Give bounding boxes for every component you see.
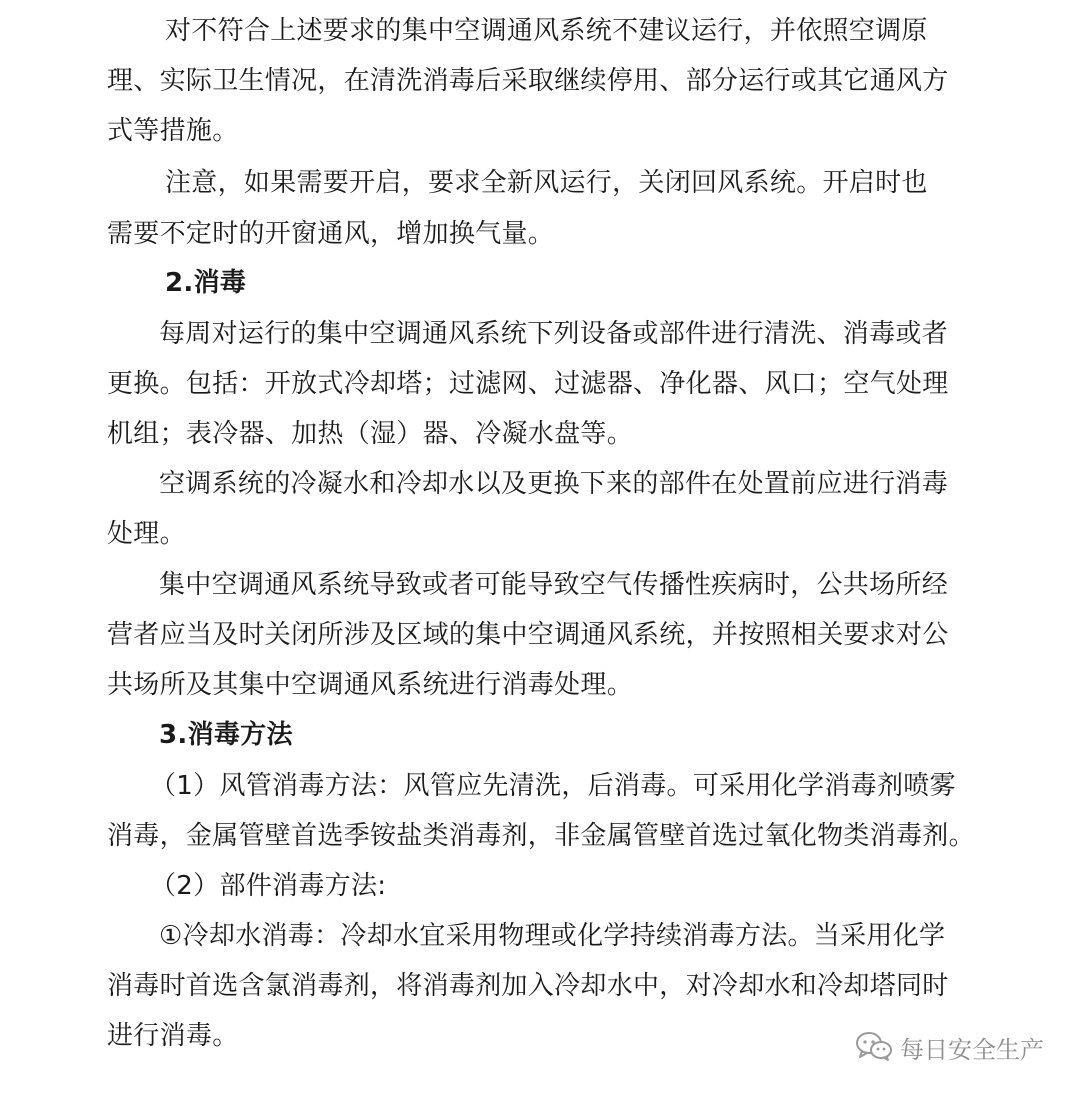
paragraph-line: 消毒时首选含氯消毒剂，将消毒剂加入冷却水中，对冷却水和冷却塔同时 xyxy=(107,971,949,1001)
paragraph-line: （1）风管消毒方法：风管应先清洗，后消毒。可采用化学消毒剂喷雾 xyxy=(150,771,956,801)
paragraph-line: 进行消毒。 xyxy=(107,1021,239,1051)
watermark-text: 每日安全生产 xyxy=(900,1036,1044,1064)
paragraph-line: 营者应当及时关闭所涉及区域的集中空调通风系统，并按照相关要求对公 xyxy=(107,620,949,650)
watermark xyxy=(854,1030,1044,1070)
paragraph-line: 更换。包括：开放式冷却塔；过滤网、过滤器、净化器、风口；空气处理 xyxy=(107,369,949,399)
paragraph-line: 每周对运行的集中空调通风系统下列设备或部件进行清洗、消毒或者 xyxy=(159,319,949,349)
paragraph-line: 空调系统的冷凝水和冷却水以及更换下来的部件在处置前应进行消毒 xyxy=(159,469,949,499)
paragraph-line: 集中空调通风系统导致或者可能导致空气传播性疾病时，公共场所经 xyxy=(159,570,949,600)
section-heading: 2.消毒 xyxy=(165,268,247,298)
paragraph-line: 式等措施。 xyxy=(107,116,239,146)
wechat-icon xyxy=(854,1030,894,1070)
paragraph-line: 消毒，金属管壁首选季铵盐类消毒剂，非金属管壁首选过氧化物类消毒剂。 xyxy=(107,821,975,851)
paragraph-line: 注意，如果需要开启，要求全新风运行，关闭回风系统。开启时也 xyxy=(165,168,928,198)
paragraph-line: 理、实际卫生情况，在清洗消毒后采取继续停用、部分运行或其它通风方 xyxy=(107,66,949,96)
paragraph-line: 共场所及其集中空调通风系统进行消毒处理。 xyxy=(107,670,634,700)
paragraph-line: ①冷却水消毒：冷却水宜采用物理或化学持续消毒方法。当采用化学 xyxy=(159,921,946,951)
paragraph-line: 对不符合上述要求的集中空调通风系统不建议运行，并依照空调原 xyxy=(165,16,928,46)
paragraph-line: 处理。 xyxy=(107,519,186,549)
paragraph-line: （2）部件消毒方法: xyxy=(150,871,387,901)
paragraph-line: 机组；表冷器、加热（湿）器、冷凝水盘等。 xyxy=(107,419,634,449)
paragraph-line: 需要不定时的开窗通风，增加换气量。 xyxy=(107,219,555,249)
section-heading: 3.消毒方法 xyxy=(159,720,293,750)
